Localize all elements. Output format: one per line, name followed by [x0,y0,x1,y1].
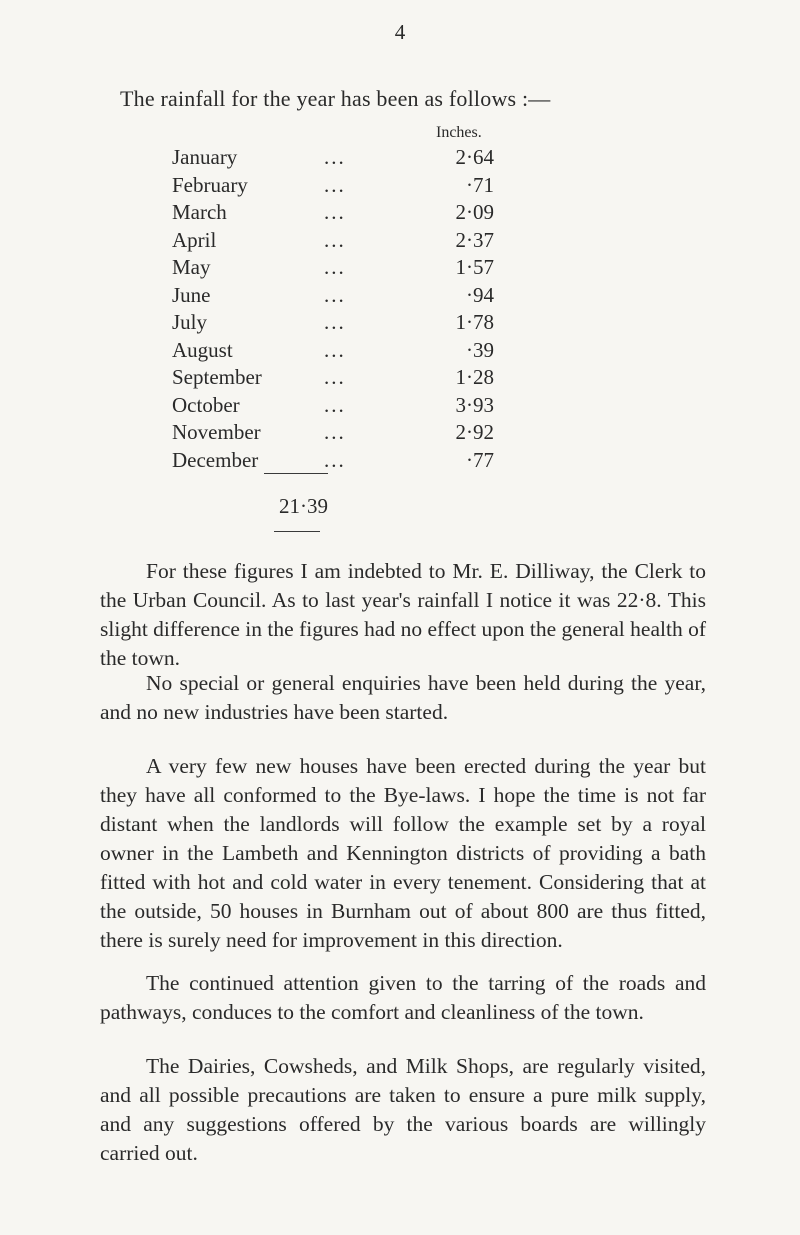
total-rule-top [264,473,328,474]
rainfall-row [172,364,512,392]
leader-dots: ... [324,200,346,224]
month-label: June [172,282,211,307]
paragraph-houses: A very few new houses have been erected during the year but they have all conformed to the Bye-laws. I hope the time is not far distant when the landlords will follow the example set by a royal owner in the Lambeth and Kennington districts of providing a bath fitted with hot and cold water in every tenement. Considering that at the outside, 50 houses in Burnham out of about 800 are thus fitted, there is surely need for improvement in this direction. [100,754,706,952]
rainfall-value: 2·92 [455,420,494,444]
rainfall-value: ·39 [466,337,494,362]
leader-dots: ... [324,255,346,279]
leader-dots: ... [324,337,346,362]
rainfall-row [172,282,512,310]
month-label: August [172,337,233,362]
rainfall-value: ·94 [466,282,494,307]
month-label: November [172,420,261,444]
rainfall-row [172,199,512,227]
paragraph-dairies: The Dairies, Cowsheds, and Milk Shops, are regularly visited, and all possible precautions are taken to ensure a pure milk supply, and any suggestions offered by the various boards are willingly carried out. [100,1054,706,1165]
rainfall-row [172,309,512,337]
month-label: July [172,310,208,334]
month-label: October [172,392,240,417]
leader-dots: ... [324,282,346,307]
rainfall-row [172,419,512,447]
month-label: January [172,145,238,169]
rainfall-value: 1·28 [455,365,494,389]
rainfall-row [172,254,512,282]
month-label: December [172,447,259,472]
total-rule-bottom [274,531,320,532]
rainfall-row [172,144,512,172]
rainfall-intro: The rainfall for the year has been as follows :— [120,86,551,111]
rainfall-row [172,337,512,365]
rainfall-table [172,118,512,474]
rainfall-row [172,172,512,200]
rainfall-value: 1·78 [455,310,494,334]
leader-dots: ... [324,447,346,472]
leader-dots: ... [324,365,346,389]
rainfall-value: 2·64 [455,145,494,169]
leader-dots: ... [324,392,346,417]
leader-dots: ... [324,420,346,444]
rainfall-rows [172,144,512,474]
month-label: September [172,365,262,389]
units-label: Inches. [436,124,482,141]
month-label: May [172,255,211,279]
paragraph-enquiries: No special or general enquiries have been held during the year, and no new industries have been started. [100,671,706,724]
rainfall-value: ·71 [466,172,494,197]
leader-dots: ... [324,145,346,169]
rainfall-value: 2·37 [455,227,494,252]
rainfall-row [172,392,512,420]
rainfall-value: 2·09 [455,200,494,224]
rainfall-value: ·77 [466,447,494,472]
rainfall-row [172,227,512,255]
rainfall-value: 3·93 [455,392,494,417]
units-header [172,118,512,144]
paragraph-roads: The continued attention given to the tarring of the roads and pathways, conduces to the comfort and cleanliness of the town. [100,971,706,1024]
month-label: March [172,200,227,224]
leader-dots: ... [324,227,346,252]
leader-dots: ... [324,310,346,334]
leader-dots: ... [324,172,346,197]
month-label: April [172,227,217,252]
rainfall-total: 21·39 [279,494,328,518]
rainfall-row [172,447,512,475]
paragraph-figures: For these figures I am indebted to Mr. E. Dilliway, the Clerk to the Urban Council. As to last year's rainfall I notice it was 22·8. This slight difference in the figures had no effect upon the general health of the town. [100,559,706,670]
rainfall-value: 1·57 [455,255,494,279]
month-label: February [172,172,248,197]
page-number: 4 [394,20,406,44]
